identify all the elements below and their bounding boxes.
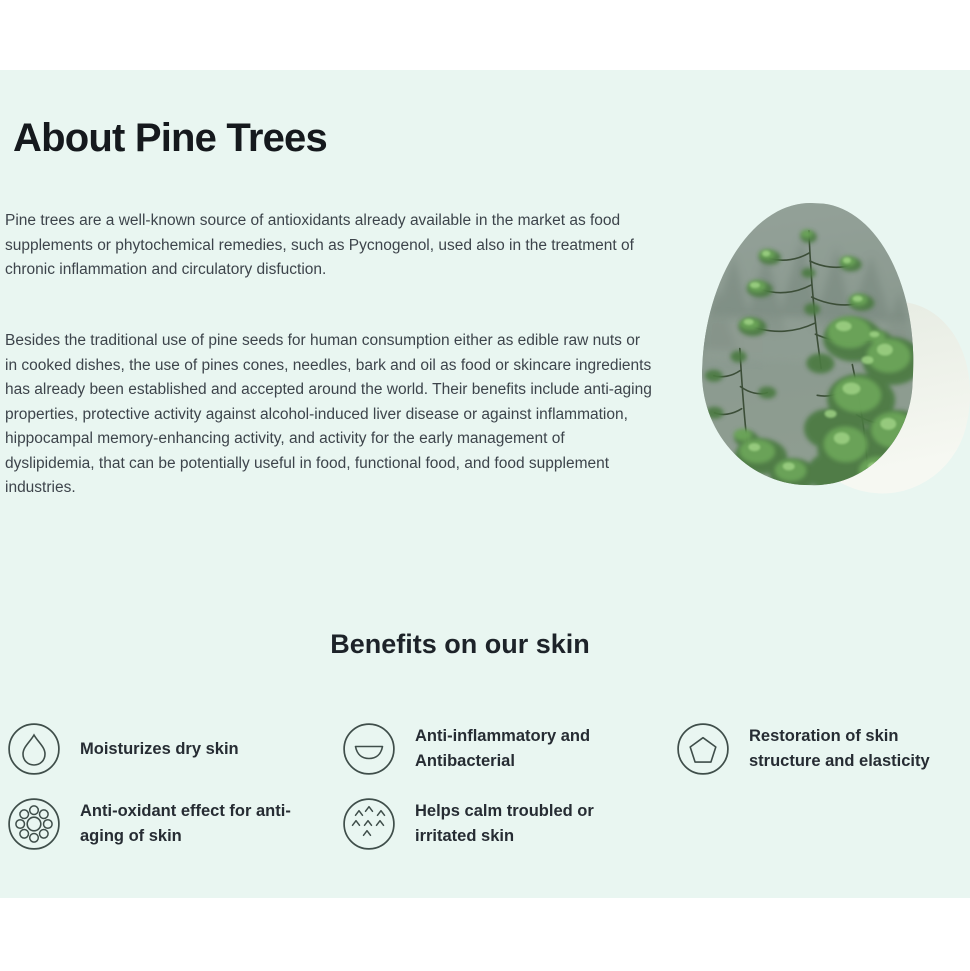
water-drop-icon [8, 723, 60, 775]
page-title: About Pine Trees [13, 116, 327, 160]
calm-carets-icon [343, 798, 395, 850]
benefits-grid [8, 723, 962, 850]
benefit-label: Anti-inflammatory and Antibacterial [415, 727, 591, 770]
benefit-label: Helps calm troubled or irritated skin [415, 802, 594, 845]
benefit-label: Moisturizes dry skin [80, 739, 239, 758]
benefit-item-moisturize [8, 723, 343, 775]
about-paragraph-1: Pine trees are a well-known source of antioxidants already available in the market as food supplements or phytochemical remedies, such as Pycnogenol, used also in the treatment of chronic inflammation and circulatory disfuction. [5, 212, 634, 278]
about-paragraph-2: Besides the traditional use of pine seeds for human consumption either as edible raw nuts or in cooked dishes, the use of pines cones, needles, bark and oil as food or skincare ingredients has already been established and accepted around the world. Their benefits include anti-aging properties, protective activity against alcohol-induced liver disease or against inflammation, hippocampal memory-enhancing activity, and activity for the early management of dyslipidemia, that can be potentially useful in food, functional food, and food supplement industries. [5, 332, 652, 496]
anti-inflammatory-icon [343, 723, 395, 775]
benefit-label: Anti-oxidant effect for anti-aging of skin [80, 802, 291, 845]
molecule-icon [8, 798, 60, 850]
benefit-item-antioxidant [8, 798, 343, 850]
benefits-title: Benefits on our skin [330, 629, 590, 659]
pentagon-icon [677, 723, 729, 775]
benefit-label: Restoration of skin structure and elasticity [749, 727, 930, 770]
benefit-item-anti-inflammatory [343, 723, 677, 775]
benefit-item-restoration [677, 723, 962, 775]
benefit-item-calming [343, 798, 677, 850]
